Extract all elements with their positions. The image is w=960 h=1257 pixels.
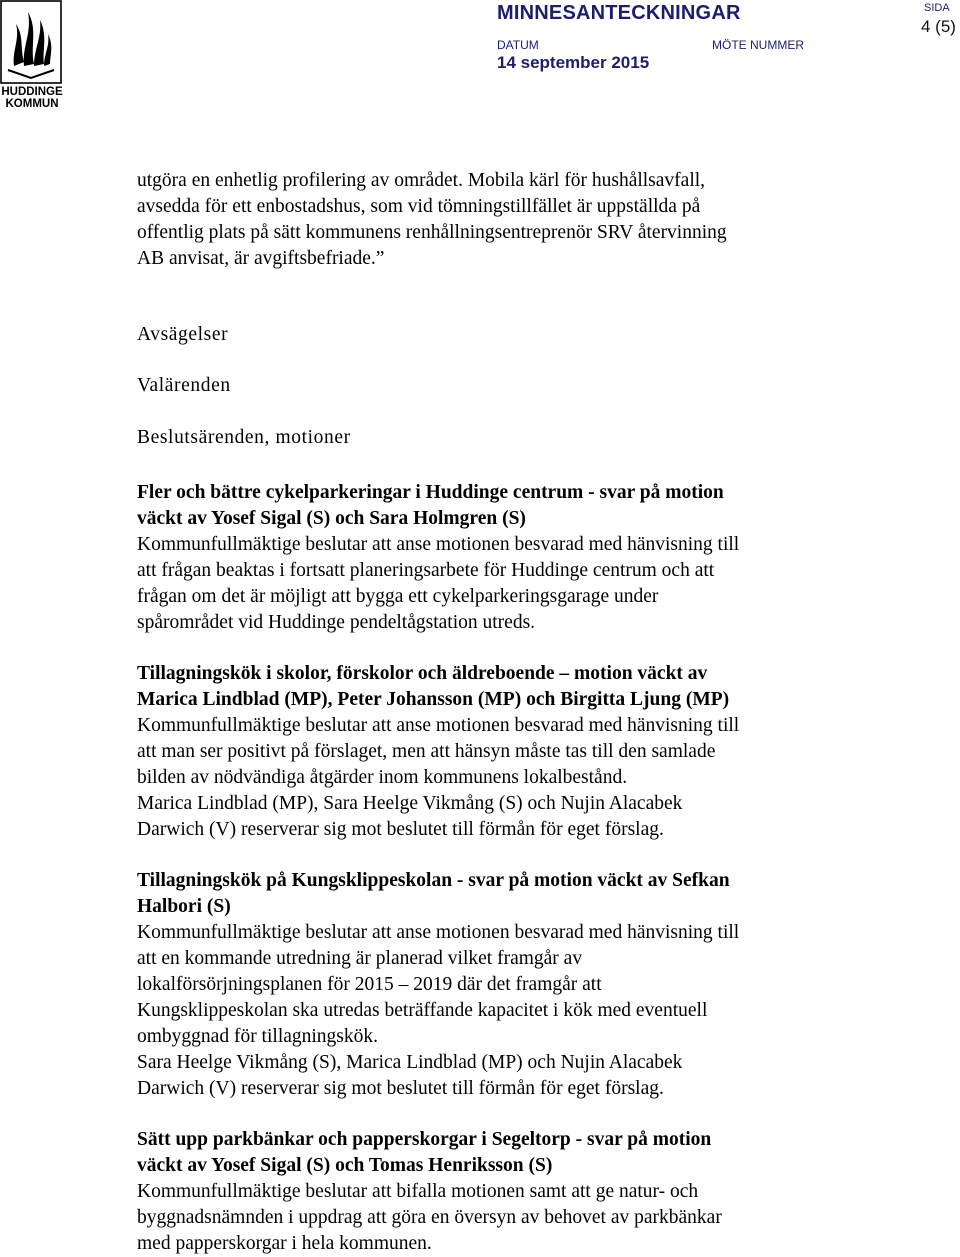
heading-valarenden: Valärenden bbox=[137, 375, 231, 396]
decision-line: ombyggnad för tillagningskök. bbox=[137, 1026, 379, 1047]
motion-section bbox=[137, 868, 857, 1102]
flame-emblem-icon bbox=[0, 0, 62, 84]
huddinge-logo bbox=[0, 0, 64, 110]
intro-line: utgöra en enhetlig profilering av området. Mobila kärl för hushållsavfall, bbox=[137, 170, 706, 191]
decision-line: Kommunfullmäktige beslutar att anse motionen besvarad med hänvisning till bbox=[137, 534, 740, 555]
motion-section bbox=[137, 480, 857, 636]
decision-line: Darwich (V) reserverar sig mot beslutet till förmån för eget förslag. bbox=[137, 819, 664, 840]
heading-beslutsarenden: Beslutsärenden, motioner bbox=[137, 427, 351, 448]
motion-title-line: Fler och bättre cykelparkeringar i Huddinge centrum - svar på motion bbox=[137, 482, 724, 503]
intro-line: AB anvisat, är avgiftsbefriade.” bbox=[137, 248, 385, 269]
mote-nummer-label: MÖTE NUMMER bbox=[712, 38, 804, 52]
motion-title-line: Tillagningskök på Kungsklippeskolan - svar på motion väckt av Sefkan bbox=[137, 870, 730, 891]
decision-line: att man ser positivt på förslaget, men att hänsyn måste tas till den samlade bbox=[137, 741, 716, 762]
datum-label: DATUM bbox=[497, 38, 539, 52]
decision-line: med papperskorgar i hela kommunen. bbox=[137, 1233, 432, 1254]
motion-title-line: väckt av Yosef Sigal (S) och Tomas Henriksson (S) bbox=[137, 1155, 553, 1176]
motion-title bbox=[137, 868, 857, 920]
motion-section bbox=[137, 661, 857, 843]
motion-title-line: Marica Lindblad (MP), Peter Johansson (MP) och Birgitta Ljung (MP) bbox=[137, 689, 730, 710]
motion-title-line: Sätt upp parkbänkar och papperskorgar i Segeltorp - svar på motion bbox=[137, 1129, 712, 1150]
page-number: 4 (5) bbox=[921, 17, 956, 36]
decision-line: Kommunfullmäktige beslutar att anse motionen besvarad med hänvisning till bbox=[137, 715, 740, 736]
motion-section bbox=[137, 1127, 857, 1257]
motion-title-line: Halbori (S) bbox=[137, 896, 231, 917]
sida-label: SIDA bbox=[924, 2, 950, 14]
org-name bbox=[0, 86, 64, 110]
decision-line: byggnadsnämnden i uppdrag att göra en översyn av behovet av parkbänkar bbox=[137, 1207, 722, 1228]
decision-line: att en kommande utredning är planerad vilket framgår av bbox=[137, 948, 583, 969]
decision-line: att frågan beaktas i fortsatt planeringsarbete för Huddinge centrum och att bbox=[137, 560, 715, 581]
document-title: MINNESANTECKNINGAR bbox=[497, 2, 741, 24]
decision-line: spårområdet vid Huddinge pendeltågstation utreds. bbox=[137, 612, 536, 633]
intro-line: avsedda för ett enbostadshus, som vid tömningstillfället är uppställda på bbox=[137, 196, 701, 217]
decision-line: bilden av nödvändiga åtgärder inom kommunens lokalbestånd. bbox=[137, 767, 628, 788]
motion-title-line: väckt av Yosef Sigal (S) och Sara Holmgren (S) bbox=[137, 508, 526, 529]
motion-title bbox=[137, 1127, 857, 1179]
heading-avsagelser: Avsägelser bbox=[137, 324, 229, 345]
decision-line: Sara Heelge Vikmång (S), Marica Lindblad (MP) och Nujin Alacabek bbox=[137, 1052, 683, 1073]
decision-line: Kommunfullmäktige beslutar att bifalla motionen samt att ge natur- och bbox=[137, 1181, 699, 1202]
decision-line: lokalförsörjningsplanen för 2015 – 2019 där det framgår att bbox=[137, 974, 602, 995]
meeting-date: 14 september 2015 bbox=[497, 53, 650, 72]
motion-title-line: Tillagningskök i skolor, förskolor och äldreboende – motion väckt av bbox=[137, 663, 708, 684]
motion-title bbox=[137, 480, 857, 532]
decision-line: Marica Lindblad (MP), Sara Heelge Vikmång (S) och Nujin Alacabek bbox=[137, 793, 683, 814]
decision-line: Darwich (V) reserverar sig mot beslutet till förmån för eget förslag. bbox=[137, 1078, 664, 1099]
org-name-line1: HUDDINGE bbox=[1, 86, 63, 98]
org-name-line2: KOMMUN bbox=[5, 98, 59, 110]
intro-line: offentlig plats på sätt kommunens renhållningsentreprenör SRV återvinning bbox=[137, 222, 727, 243]
decision-line: frågan om det är möjligt att bygga ett cykelparkeringsgarage under bbox=[137, 586, 659, 607]
decision-line: Kungsklippeskolan ska utredas beträffande kapacitet i kök med eventuell bbox=[137, 1000, 708, 1021]
decision-line: Kommunfullmäktige beslutar att anse motionen besvarad med hänvisning till bbox=[137, 922, 740, 943]
intro-paragraph bbox=[137, 168, 857, 272]
motion-title bbox=[137, 661, 857, 713]
